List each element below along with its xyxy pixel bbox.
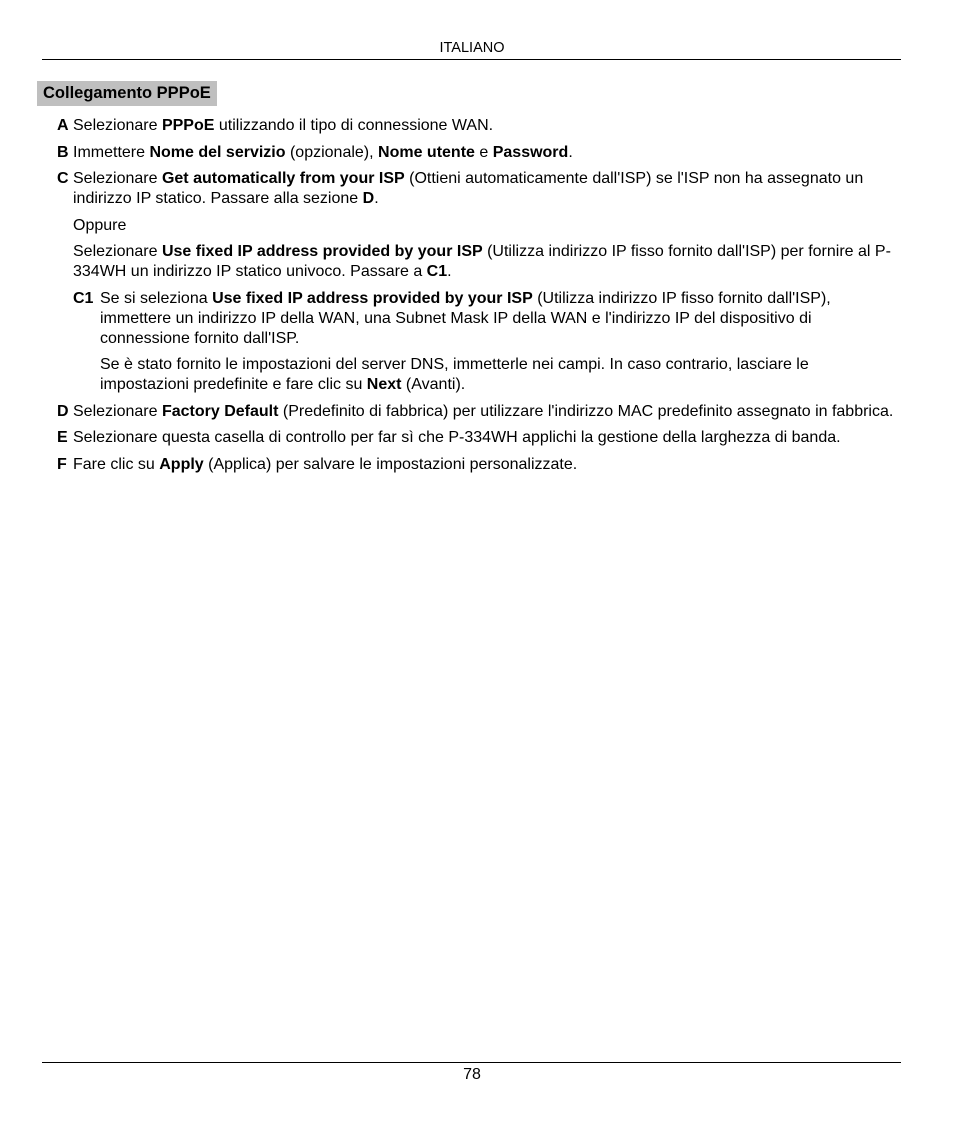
step-text: (opzionale), [285, 143, 379, 161]
step-text: Selezionare [73, 170, 162, 187]
step-text: Selezionare [73, 243, 162, 260]
step-c-alternative [57, 242, 902, 282]
step-text: utilizzando il tipo di connessione WAN. [214, 117, 494, 134]
step-text: (Utilizza indirizzo IP fisso fornito dall'ISP), immettere un indirizzo IP della WAN, una Subnet Mask IP della WAN e l'indirizzo IP del dispositivo di connessione fornito dall'ISP. [100, 289, 831, 347]
page-number: 78 [463, 1066, 481, 1083]
step-text: (Predefinito di fabbrica) per utilizzare l'indirizzo MAC predefinito assegnato in fabbrica. [278, 402, 894, 420]
step-letter: C1 [73, 289, 94, 307]
step-term: Use fixed IP address provided by your ISP [161, 243, 483, 260]
step-text: (Utilizza indirizzo IP fisso fornito dall'ISP) per fornire al P-334WH un indirizzo IP statico univoco. Passare a [73, 243, 891, 280]
step-term: Next [366, 376, 402, 393]
step-text: Selezionare questa casella di controllo per far sì che P-334WH applichi la gestione della larghezza di banda. [73, 429, 841, 446]
step-term: PPPoE [161, 117, 215, 134]
step-letter: E [57, 429, 68, 446]
step-letter: C [57, 170, 69, 187]
step-text: Selezionare [73, 117, 162, 134]
step-text: . [568, 143, 573, 161]
step-text: Se si seleziona [100, 289, 213, 307]
header-divider [42, 59, 901, 60]
footer-divider [42, 1062, 901, 1063]
step-text: Fare clic su [73, 455, 160, 473]
step-term: Factory Default [161, 402, 279, 420]
step-letter: A [57, 117, 69, 134]
step-text: (Avanti). [401, 376, 466, 393]
step-d [57, 402, 902, 422]
step-text: . [447, 263, 452, 280]
step-b [57, 143, 902, 163]
running-header: ITALIANO [439, 40, 505, 56]
step-term: Nome del servizio [149, 143, 286, 161]
step-c [57, 169, 902, 209]
step-term: Password [492, 143, 569, 161]
step-c-or: Oppure [73, 216, 127, 234]
step-c1-note [57, 355, 902, 395]
step-letter: B [57, 143, 69, 161]
step-f [57, 455, 902, 475]
step-term: C1 [426, 263, 448, 280]
step-text: Selezionare [73, 402, 162, 420]
step-text: e [474, 143, 493, 161]
step-text: (Applica) per salvare le impostazioni personalizzate. [203, 455, 578, 473]
step-term: Use fixed IP address provided by your ISP [212, 289, 533, 307]
section-title: Collegamento PPPoE [37, 81, 217, 106]
step-term: Get automatically from your ISP [161, 170, 405, 187]
step-a [57, 116, 902, 136]
step-letter: D [57, 402, 69, 420]
step-text: . [374, 190, 379, 207]
step-term: D [362, 190, 375, 207]
step-e [57, 428, 902, 448]
instructions [57, 116, 902, 481]
step-text: (Ottieni automaticamente dall'ISP) se l'ISP non ha assegnato un indirizzo IP statico. Passare alla sezione [73, 170, 864, 207]
step-term: Nome utente [378, 143, 475, 161]
step-letter: F [57, 455, 67, 473]
step-c1 [57, 289, 902, 349]
step-text: Se è stato fornito le impostazioni del server DNS, immetterle nei campi. In caso contrario, lasciare le impostazioni predefinite e fare clic su [100, 356, 809, 393]
step-text: Immettere [73, 143, 150, 161]
step-term: Apply [159, 455, 204, 473]
